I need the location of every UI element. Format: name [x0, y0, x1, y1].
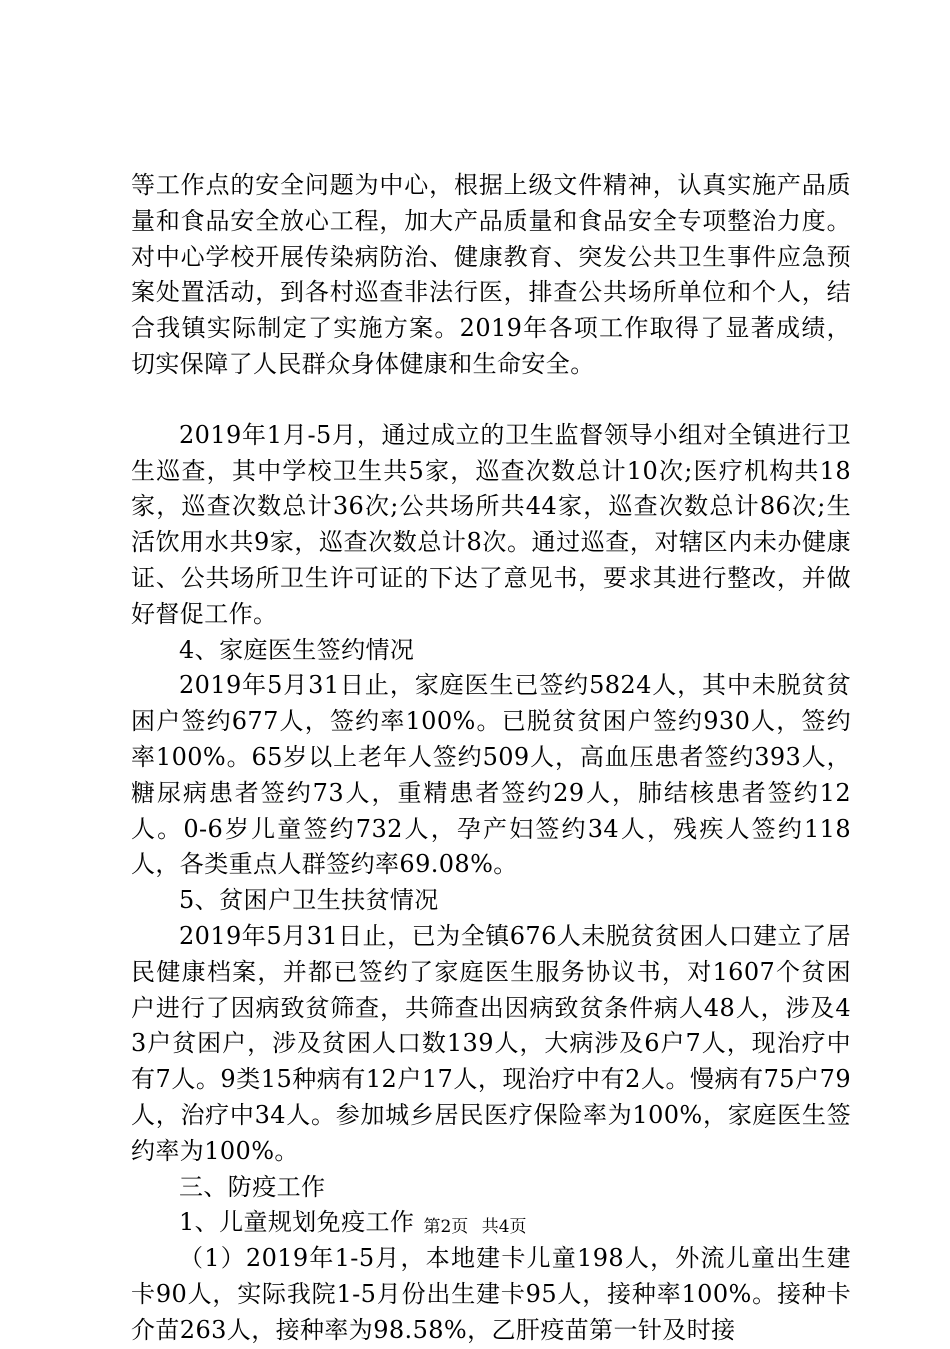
heading-family-doctor: 4、家庭医生签约情况	[179, 635, 415, 664]
page-footer	[0, 1216, 950, 1238]
page-number: 第2页	[423, 1217, 469, 1237]
document-body	[131, 168, 851, 1349]
paragraph-poverty-health: 2019年5月31日止，已为全镇676人未脱贫贫困人口建立了居民健康档案，并都已签约了家庭医生服务协议书，对1607个贫困户进行了因病致贫筛查，共筛查出因病致贫条件病人48人，涉及43户贫困户，涉及贫困人口数139人，大病涉及6户7人，现治疗中有7人。9类15种病有12户17人，现治疗中有2人。慢病有75户79人，治疗中34人。参加城乡居民医疗保险率为100%，家庭医生签约率为100%。	[131, 921, 851, 1165]
paragraph-gap	[131, 383, 851, 418]
page-total: 共4页	[481, 1217, 527, 1237]
heading-epidemic-prevention: 三、防疫工作	[179, 1172, 326, 1201]
paragraph-child-immunization: （1）2019年1-5月，本地建卡儿童198人，外流儿童出生建卡90人，实际我院1-5月份出生建卡95人，接种率100%。接种卡介苗263人，接种率为98.58%，乙肝疫苗第一针及时接	[131, 1244, 851, 1344]
paragraph-safety-intro: 等工作点的安全问题为中心，根据上级文件精神，认真实施产品质量和食品安全放心工程，加大产品质量和食品安全专项整治力度。对中心学校开展传染病防治、健康教育、突发公共卫生事件应急预案处置活动，到各村巡查非法行医，排查公共场所单位和个人，结合我镇实际制定了实施方案。2019年各项工作取得了显著成绩，切实保障了人民群众身体健康和生命安全。	[131, 171, 851, 378]
heading-poverty-health: 5、贫困户卫生扶贫情况	[179, 886, 439, 915]
heading-child-immunization: 1、儿童规划免疫工作	[179, 1208, 415, 1237]
paragraph-health-inspection: 2019年1月-5月，通过成立的卫生监督领导小组对全镇进行卫生巡查，其中学校卫生共5家，巡查次数总计10次;医疗机构共18家，巡查次数总计36次;公共场所共44家，巡查次数总计86次;生活饮用水共9家，巡查次数总计8次。通过巡查，对辖区内未办健康证、公共场所卫生许可证的下达了意见书，要求其进行整改，并做好督促工作。	[131, 420, 851, 628]
paragraph-family-doctor: 2019年5月31日止，家庭医生已签约5824人，其中未脱贫贫困户签约677人，签约率100%。已脱贫贫困户签约930人，签约率100%。65岁以上老年人签约509人，高血压患者签约393人，糖尿病患者签约73人，重精患者签约29人，肺结核患者签约12人。0-6岁儿童签约732人，孕产妇签约34人，残疾人签约118人，各类重点人群签约率69.08%。	[131, 671, 851, 879]
